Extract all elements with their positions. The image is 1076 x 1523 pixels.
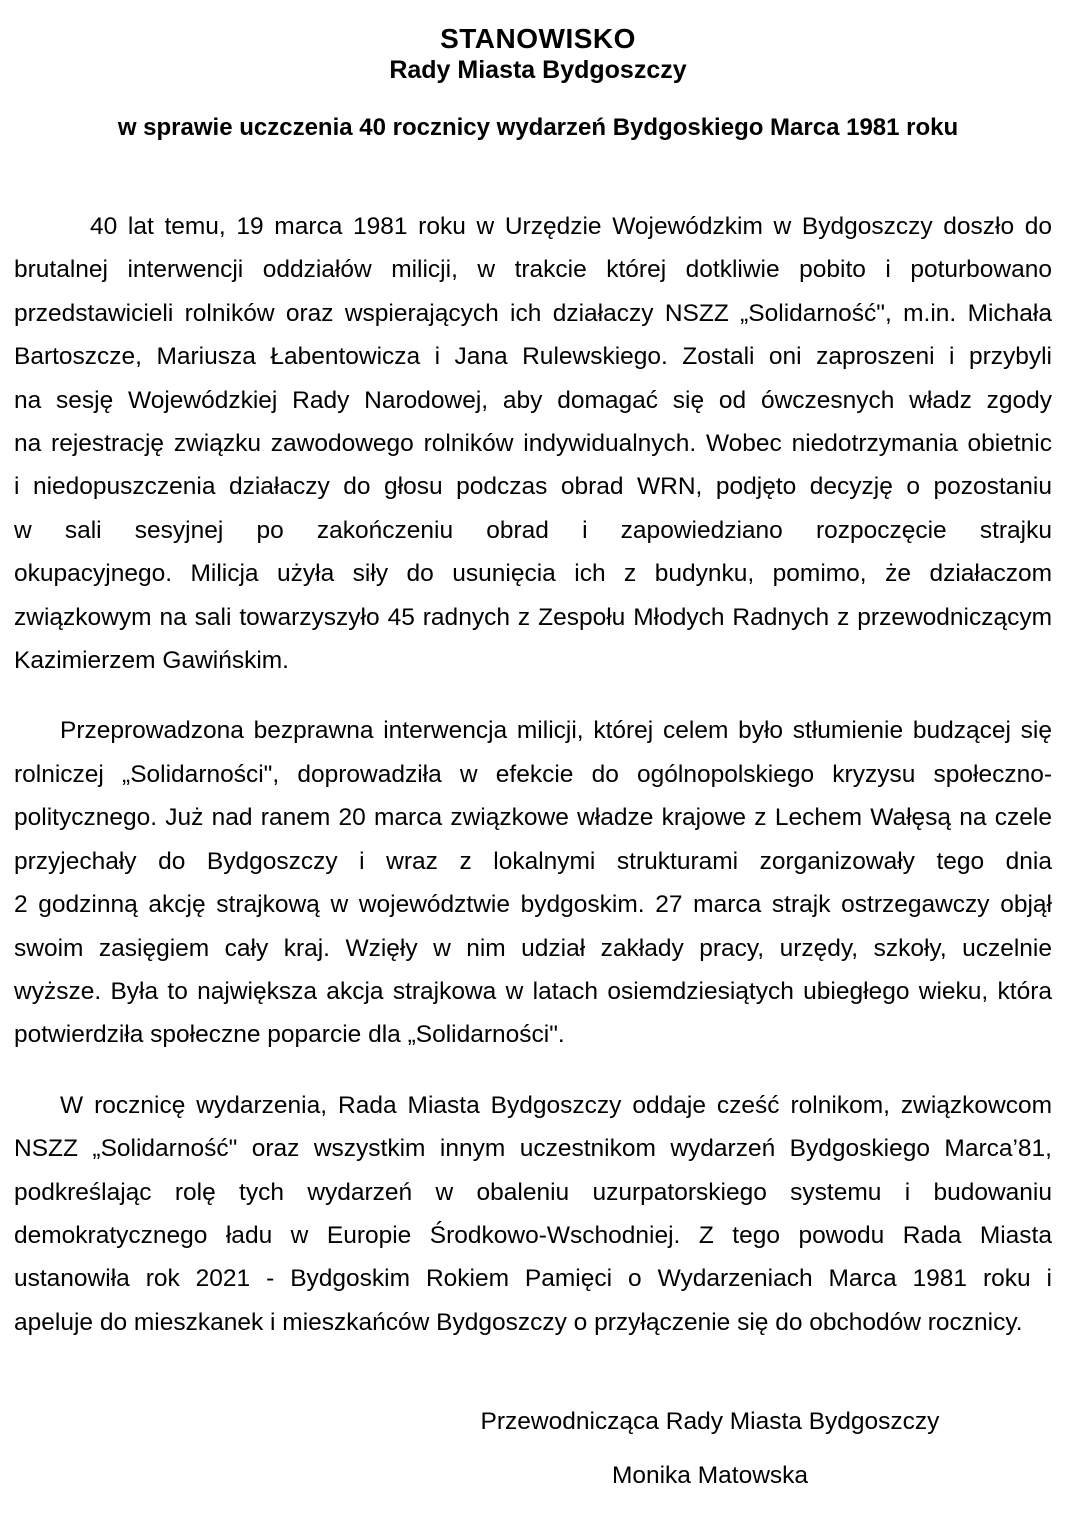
text-line: w sali sesyjnej po zakończeniu obrad i zapowiedziano rozpoczęcie strajku [14, 516, 1052, 544]
text-line: apeluje do mieszkanek i mieszkańców Bydgoszczy o przyłączenie się do obchodów rocznicy. [14, 1308, 1023, 1336]
text-line: politycznego. Już nad ranem 20 marca związkowe władze krajowe z Lechem Wałęsą na czele [14, 804, 1052, 832]
text-line: W rocznicę wydarzenia, Rada Miasta Bydgoszczy oddaje cześć rolnikom, związkowcom [60, 1091, 1052, 1119]
text-line: ustanowiła rok 2021 - Bydgoskim Rokiem Pamięci o Wydarzeniach Marca 1981 roku i [14, 1265, 1052, 1293]
signature-name: Monika Matowska [611, 1462, 809, 1490]
text-line: na sesję Wojewódzkiej Rady Narodowej, aby domagać się od ówczesnych władz zgody [14, 386, 1052, 414]
text-line: rolniczej „Solidarności", doprowadziła w efekcie do ogólnopolskiego kryzysu społeczno- [14, 760, 1052, 788]
document-title: STANOWISKO [440, 23, 636, 54]
text-line: podkreślając rolę tych wydarzeń w obaleniu uzurpatorskiego systemu i budowaniu [14, 1178, 1052, 1206]
paragraph-2 [14, 709, 1052, 1056]
text-line: demokratycznego ładu w Europie Środkowo-Wschodniej. Z tego powodu Rada Miasta [14, 1221, 1052, 1249]
document-body [0, 205, 1076, 1344]
text-line: przedstawicieli rolników oraz wspierających ich działaczy NSZZ „Solidarność", m.in. Michała [14, 299, 1052, 327]
text-line: przyjechały do Bydgoszczy i wraz z lokalnymi strukturami zorganizowały tego dnia [14, 847, 1052, 875]
signature-role: Przewodnicząca Rady Miasta Bydgoszczy [480, 1408, 940, 1436]
text-line: potwierdziła społeczne poparcie dla „Solidarności". [14, 1021, 565, 1049]
text-line: i niedopuszczenia działaczy do głosu podczas obrad WRN, podjęto decyzję o pozostaniu [14, 473, 1052, 501]
text-line: związkowym na sali towarzyszyło 45 radnych z Zespołu Młodych Radnych z przewodniczącym [14, 603, 1052, 631]
text-line: okupacyjnego. Milicja użyła siły do usunięcia ich z budynku, pomimo, że działaczom [14, 560, 1052, 588]
text-line: Kazimierzem Gawińskim. [14, 647, 289, 675]
text-line: NSZZ „Solidarność" oraz wszystkim innym uczestnikom wydarzeń Bydgoskiego Marca’81, [14, 1135, 1052, 1163]
text-line: Przeprowadzona bezprawna interwencja milicji, której celem było stłumienie budzącej się [60, 717, 1052, 745]
text-line: 2 godzinną akcję strajkową w województwie bydgoskim. 27 marca strajk ostrzegawczy objął [14, 891, 1052, 919]
text-line: Bartoszcze, Mariusza Łabentowicza i Jana Rulewskiego. Zostali oni zaproszeni i przybyli [14, 343, 1052, 371]
text-line: brutalnej interwencji oddziałów milicji, w trakcie której dotkliwie pobito i poturbowano [14, 256, 1052, 284]
document-organization: Rady Miasta Bydgoszczy [389, 56, 687, 84]
text-line: 40 lat temu, 19 marca 1981 roku w Urzędzie Wojewódzkim w Bydgoszczy doszło do [90, 213, 1052, 240]
signature-block [460, 1400, 960, 1497]
paragraph-3 [14, 1084, 1052, 1344]
text-line: wyższe. Była to największa akcja strajkowa w latach osiemdziesiątych ubiegłego wieku, która [14, 977, 1052, 1005]
document-subject: w sprawie uczczenia 40 rocznicy wydarzeń Bydgoskiego Marca 1981 roku [117, 114, 959, 141]
paragraph-1 [14, 205, 1052, 682]
text-line: swoim zasięgiem cały kraj. Wzięły w nim udział zakłady pracy, urzędy, szkoły, uczelnie [14, 934, 1052, 962]
text-line: na rejestrację związku zawodowego rolników indywidualnych. Wobec niedotrzymania obietnic [14, 430, 1052, 458]
